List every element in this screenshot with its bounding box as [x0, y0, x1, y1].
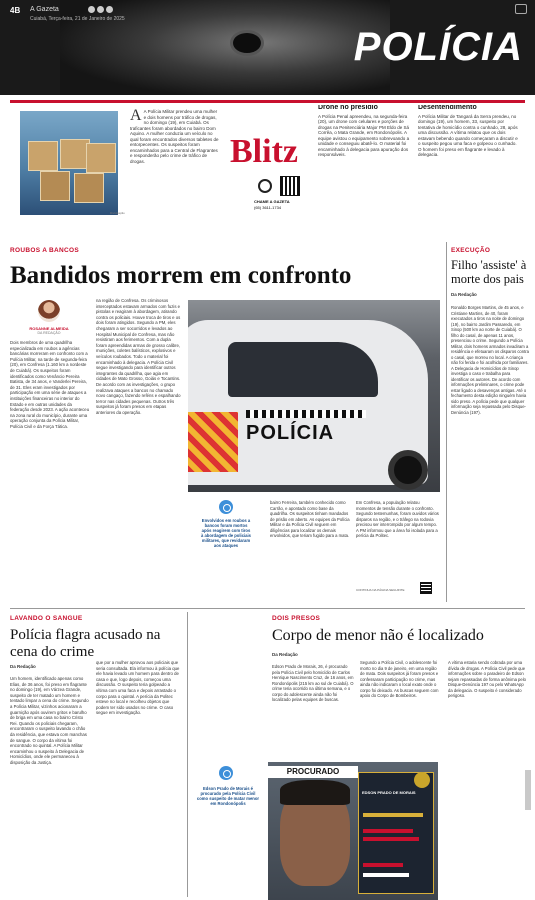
main-col-1: Dois membros de uma quadrilha especializada em roubos a agências bancárias morreram em confronto com a Polícia Militar, na tarde de segunda-feira (20), em Confresa (1.160 km a nordeste de Cuiabá). Os suspeitos foram identificados como Venâncio Pereira Batista, de 34 anos, e Vanderlei Pereira, de 31. Eles eram investigados por participação em uma série de ataques a instituições financeiras no interior do Estado e em outras unidades da federação desde 2023. A ação aconteceu na zona rural do município, durante uma operação conjunta da Polícia Militar, Polícia Civil e da Força Tática.	[10, 340, 90, 429]
main-kicker: ROUBOS A BANCOS	[10, 247, 80, 254]
author-avatar	[38, 300, 60, 322]
date-line: Cuiabá, Terça-feira, 21 de Janeiro de 2025	[30, 16, 125, 22]
author-role: DA REDAÇÃO	[37, 331, 61, 335]
suspect-photo	[268, 762, 438, 900]
horizontal-divider	[10, 608, 525, 609]
missing-headline: Corpo de menor não é localizado	[272, 627, 484, 644]
flagrant-col-2: que por a mulher aprovou aos policiais que seria consultada. Ela informou à polícia que ele havia levado um homem para dentro de casa e que, logo depois, começou uma discussão. O suspeito teria golpeado a vítima com uma faca e depois arrastado o corpo para o quintal. A perícia da Politec esteve no local e recolheu objetos que podem ter sido usados no crime. O caso segue em investigação.	[96, 660, 180, 716]
flagrant-byline: Da Redação	[10, 664, 36, 669]
call-label: CHAME A GAZETA	[254, 199, 290, 204]
missing-col-2: Segundo a Polícia Civil, o adolescente foi morto no dia 9 de janeiro, em uma região de mata. Dois suspeitos já foram presos e confessaram participação no crime, mas ainda não indicaram o local exato onde o corpo foi deixado. As buscas seguem com apoio do Corpo de Bombeiros.	[360, 660, 439, 698]
missing-col-3: A vítima estaria sendo cobrada por uma dívida de drogas. A Polícia Civil pede que informações sobre o paradeiro de Edson sejam repassadas de forma anônima pelo Disque-Denúncia 197 ou pelo WhatsApp da delegacia. O suspeito é considerado perigoso.	[448, 660, 526, 698]
continue-label: CONTINUA NA PÁGINA SEGUINTE	[356, 588, 405, 592]
execution-byline: Da Redação	[451, 292, 477, 297]
column-divider	[446, 242, 447, 602]
execution-kicker: EXECUÇÃO	[451, 247, 491, 254]
blitz-box	[10, 100, 525, 220]
qr-code[interactable]	[280, 176, 300, 196]
main-col-2: na região de Confresa. Os criminosos interceptados estavam armados com fuzis e pistolas e reagiram à abordagem, atirando contra os policiais. Houve troca de tiros e os dois foram atingidos. Segundo a PM, eles chegaram a ser socorridos e levados ao Hospital Municipal de Confresa, mas não resistiram aos ferimentos. Com a dupla foram apreendidas armas de grosso calibre, munições, coletes balísticos, explosivos e veículos roubados. Todo o material foi encaminhado à delegacia. A Polícia Civil segue investigando para identificar outros integrantes da quadrilha, que agia em cidades de Mato Grosso, Goiás e Tocantins. De acordo com as investigações, o grupo realizava ataques a bancos no chamado novo cangaço, fazendo reféns e espalhando terror nas cidades pequenas. Outros três suspeitos já foram presos em etapas anteriores da operação.	[96, 298, 181, 415]
drone-brief: Drone no presídio A Polícia Penal apreendeu, na segunda-feira (20), um drone com celulares e porções de drogas na Penitenciária Major PM Eldo de Sá Corrêa, o Mata Grande, em Rondonópolis. A equipe avistou o equipamento sobrevoando a unidade e conseguiu abatê-lo. O material foi encaminhado à delegacia para apuração dos responsáveis.	[318, 105, 410, 157]
newspaper-name: A Gazeta	[30, 6, 59, 13]
wanted-label: PROCURADO	[268, 766, 358, 778]
section-header	[0, 0, 535, 95]
page-curl	[525, 770, 531, 810]
instagram-icon[interactable]	[97, 6, 104, 13]
page-number: 4B	[10, 6, 21, 15]
blitz-logo: Blitz	[230, 133, 298, 170]
missing-col-1: Edson Prado de Morais, 26, é procurado pela Polícia Civil pelo homicídio de Carlos Henrique Nascimento Cruz, de 16 anos, em Rondonópolis (215 km ao sul de Cuiabá). O crime teria ocorrido na última semana, e o corpo do adolescente ainda não foi localizado pelas equipes de buscas.	[272, 664, 354, 702]
police-badge-icon	[414, 772, 430, 788]
main-col-3: bairro Ferreira, também conhecido como Carrão, e apontado como base da quadrilha. Os suspeitos tinham mandados de prisão em aberto. As equipes da Polícia Militar e da Polícia Civil seguem em diligências para localizar os demais envolvidos, que teriam fugido para a mata.	[270, 500, 350, 538]
phone-number: (65) 3611-1734	[254, 205, 282, 210]
menu-icon[interactable]	[515, 4, 527, 14]
missing-kicker: DOIS PRESOS	[272, 615, 321, 622]
flagrant-headline: Polícia flagra acusado na cena do crime	[10, 627, 161, 660]
caption-icon	[219, 500, 233, 514]
author-name: ROSANNE ALMEIDA	[29, 326, 69, 331]
eye-pupil	[230, 30, 264, 56]
main-headline: Bandidos morrem em confronto	[10, 262, 352, 289]
main-col-4: Em Confresa, a população relatou momentos de tensão durante o confronto. Segundo testemunhas, foram ouvidos vários disparos na região, e o tráfego na rodovia precisou ser interrompido por algum tempo. A PM informou que a área foi isolada para a perícia da Politec.	[356, 500, 439, 538]
dispute-brief: Desentendimento A Polícia Militar de Tangará da Serra prendeu, no domingo (19), um homem, 33, suspeito por tentativa de homicídio contra o cunhado, 28, após uma discussão. A vítima relatou que os dois estavam bebendo quando começaram a discutir e o suspeito pegou uma faca e golpeou o cunhado. O homem foi preso em flagrante e levado à delegacia.	[418, 105, 518, 157]
facebook-icon[interactable]	[88, 6, 95, 13]
wanted-name: EDSON PRADO DE MORAIS	[362, 790, 416, 795]
police-car-photo	[188, 300, 440, 492]
missing-byline: Da Redação	[272, 652, 298, 657]
whatsapp-icon[interactable]	[258, 179, 272, 193]
twitter-icon[interactable]	[106, 6, 113, 13]
photo-credit: Divulgação	[110, 211, 125, 215]
drugs-photo	[20, 111, 118, 215]
eye-photo	[60, 0, 390, 95]
main-caption: Envolvidos em roubos a bancos foram mortos após reagirem com tiros à abordagem de policiais militares, que revidaram aos ataques	[200, 518, 252, 548]
execution-text: Ronaldo Borges Martins, de 45 anos, e Cristiane Martins, de 40, foram executados a tiros na noite de domingo (19), no bairro Jardim Passaredo, em Sinop (500 km ao norte de Cuiabá). O filho do casal, de apenas 11 anos, presenciou o crime. Segundo a Polícia Militar, dois homens armados invadiram a residência e efetuaram os disparos contra o casal, que morreu no local. A criança não foi ferida e foi acolhida por familiares. A Delegacia de Homicídios de Sinop investiga o caso e trabalha para identificar os autores. De acordo com informações preliminares, o crime pode estar ligado a desavenças antigas. Até o fechamento desta edição ninguém havia sido preso. A polícia pede que qualquer informação seja repassada pelo Disque-Denúncia (197).	[451, 305, 529, 415]
blitz-lead: A A Polícia Militar prendeu uma mulher e dois homens por tráfico de drogas, no domingo (19), em Cuiabá. Os traficantes foram abordados no bairro Dom Aquino. A mulher conduzia um veículo no qual foram encontrados diversos tabletes de entorpecentes. Os suspeitos foram encaminhados para a Central de Flagrantes e responderão pelo crime de tráfico de drogas.	[130, 109, 219, 164]
section-title: POLÍCIA	[353, 25, 523, 69]
caption-icon-2	[219, 766, 233, 780]
social-icons	[88, 6, 113, 13]
execution-headline: Filho 'assiste' à morte dos pais	[451, 258, 527, 286]
column-divider-2	[187, 612, 188, 897]
qr-code-small[interactable]	[420, 582, 432, 594]
car-label: POLÍCIA	[246, 422, 335, 444]
flagrant-kicker: LAVANDO O SANGUE	[10, 615, 83, 622]
flagrant-col-1: Um homem, identificado apenas como Elias, de 36 anos, foi preso em flagrante no domingo (19), em Várzea Grande, suspeito de ter matado um homem e tentado limpar a cena do crime. Segundo a Polícia Militar, vizinhos acionaram a guarnição após ouvirem gritos e barulho de briga em uma casa no bairro Cristo Rei. Quando os policiais chegaram, encontraram o suspeito lavando o chão da residência, que estava com manchas de sangue. O corpo da vítima foi encontrado no quintal. A Polícia Militar encaminhou o suspeito à Delegacia de Homicídios, onde ele permaneceu à disposição da Justiça.	[10, 676, 89, 765]
missing-caption: Edson Prado de Morais é procurado pela Polícia Civil como suspeito de matar menor em Rondonópolis	[196, 786, 260, 806]
